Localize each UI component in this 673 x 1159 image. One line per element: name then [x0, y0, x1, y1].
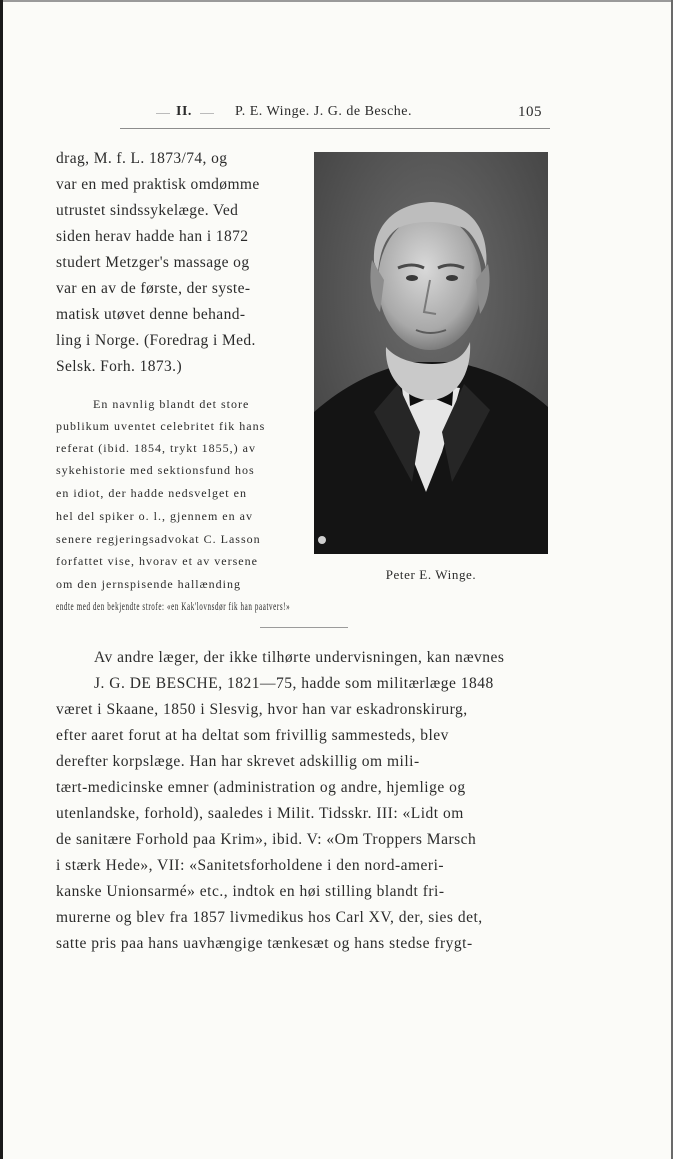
text-line: ling i Norge. (Foredrag i Med. [56, 332, 256, 349]
text-line: tært-medicinske emner (administration og andre, hjemlige og [56, 779, 466, 796]
header-dash [200, 113, 214, 114]
header-dash [156, 113, 170, 114]
note-line: om den jernspisende hallænding [56, 577, 241, 591]
page-edge-top [0, 0, 673, 2]
text-line: var en med praktisk omdømme [56, 176, 260, 193]
text-line: murerne og blev fra 1857 livmedikus hos Carl XV, der, sies det, [56, 909, 483, 926]
portrait-image [314, 152, 548, 554]
note-line: senere regjeringsadvokat C. Lasson [56, 532, 261, 546]
text-line: kanske Unionsarmé» etc., indtok en høi stilling blandt fri- [56, 883, 445, 900]
portrait-photo [314, 152, 548, 554]
text-line: efter aaret forut at ha deltat som frivillig sammesteds, blev [56, 727, 449, 744]
running-header [0, 104, 673, 128]
note-line: En navnlig blandt det store [93, 397, 250, 411]
text-line: satte pris paa hans uavhængige tænkesæt og hans stedse frygt- [56, 935, 473, 952]
text-line: siden herav hadde han i 1872 [56, 228, 249, 245]
header-names: P. E. Winge. J. G. de Besche. [235, 104, 412, 119]
note-line: publikum uventet celebritet fik hans [56, 419, 266, 433]
section-separator [260, 627, 348, 628]
text-line: derefter korpslæge. Han har skrevet adskillig om mili- [56, 753, 420, 770]
text-line: drag, M. f. L. 1873/74, og [56, 150, 228, 167]
text-line: været i Skaane, 1850 i Slesvig, hvor han var eskadronskirurg, [56, 701, 468, 718]
text-line: Selsk. Forh. 1873.) [56, 358, 183, 375]
text-line: i stærk Hede», VII: «Sanitetsforholdene i den nord-ameri- [56, 857, 445, 874]
page-number: 105 [518, 104, 542, 120]
note-line: sykehistorie med sektionsfund hos [56, 463, 255, 477]
page-edge-left [0, 0, 3, 1159]
text-line: utrustet sindssykelæge. Ved [56, 202, 239, 219]
note-line: referat (ibid. 1854, trykt 1855,) av [56, 441, 256, 455]
text-line: de sanitære Forhold paa Krim», ibid. V: «Om Troppers Marsch [56, 831, 477, 848]
note-line: en idiot, der hadde nedsvelget en [56, 486, 247, 500]
section-numeral: II. [176, 104, 192, 119]
note-line: endte med den bekjendte strofe: «en Kak'lovnsdør fik han paatvers!» [56, 599, 291, 613]
text-line: utenlandske, forhold), saaledes i Milit. Tidsskr. III: «Lidt om [56, 805, 464, 822]
note-line: forfattet vise, hvorav et av versene [56, 554, 258, 568]
figure-caption: Peter E. Winge. [385, 567, 477, 582]
text-line: matisk utøvet denne behand- [56, 306, 246, 323]
header-rule [120, 128, 550, 129]
text-line: Av andre læger, der ikke tilhørte undervisningen, kan nævnes [94, 649, 505, 666]
text-line: var en av de første, der syste- [56, 280, 251, 297]
text-line: studert Metzger's massage og [56, 254, 250, 271]
text-line: J. G. DE BESCHE, 1821—75, hadde som militærlæge 1848 [94, 675, 494, 692]
note-line: hel del spiker o. l., gjennem en av [56, 509, 253, 523]
